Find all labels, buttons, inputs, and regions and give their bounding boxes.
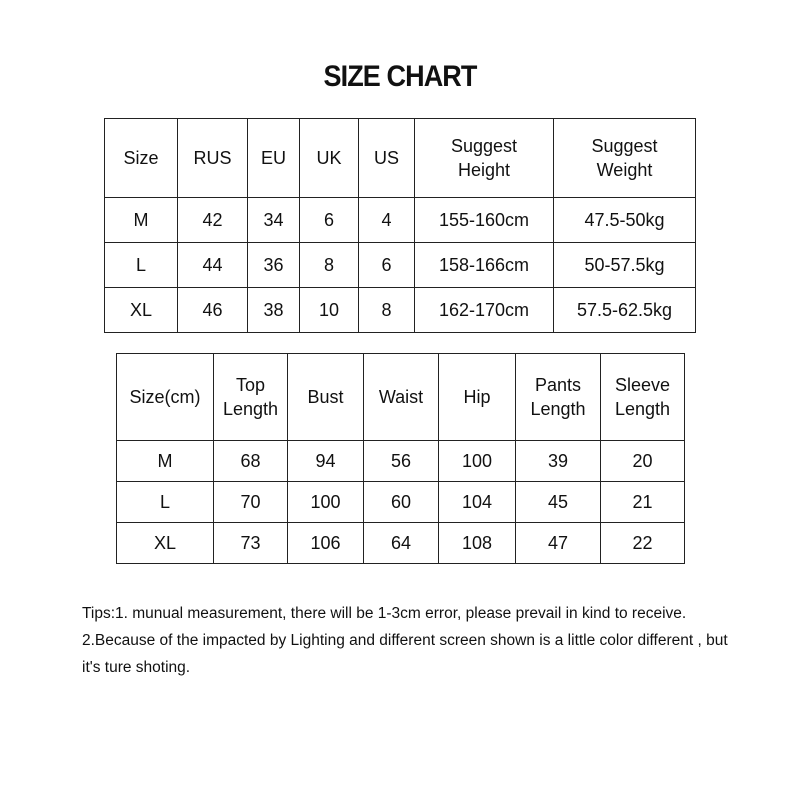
- table-cell: 158-166cm: [415, 243, 554, 288]
- table-cell: 8: [300, 243, 359, 288]
- table-row: [117, 482, 685, 523]
- header-cell: Hip: [439, 354, 516, 441]
- table-cell: 94: [288, 441, 364, 482]
- table-cell: 34: [248, 198, 300, 243]
- table-cell: 108: [439, 523, 516, 564]
- table-cell: 50-57.5kg: [554, 243, 696, 288]
- table-row: [105, 243, 696, 288]
- table-cell: 64: [364, 523, 439, 564]
- table-cell: 100: [439, 441, 516, 482]
- table-cell: 44: [178, 243, 248, 288]
- table-cell: 22: [601, 523, 685, 564]
- table-cell: 46: [178, 288, 248, 333]
- header-cell: US: [359, 119, 415, 198]
- measurement-table: [116, 353, 685, 564]
- header-cell: Suggest Height: [415, 119, 554, 198]
- table-header-row: [105, 119, 696, 198]
- table-cell: 106: [288, 523, 364, 564]
- table-cell: 8: [359, 288, 415, 333]
- header-cell: Sleeve Length: [601, 354, 685, 441]
- table-row: [117, 523, 685, 564]
- table-cell: 162-170cm: [415, 288, 554, 333]
- table-cell: 20: [601, 441, 685, 482]
- header-cell: Bust: [288, 354, 364, 441]
- table-header-row: [117, 354, 685, 441]
- table-cell: XL: [117, 523, 214, 564]
- table-cell: 155-160cm: [415, 198, 554, 243]
- header-cell: EU: [248, 119, 300, 198]
- table-cell: 4: [359, 198, 415, 243]
- table-cell: 70: [214, 482, 288, 523]
- tips-note: [82, 600, 742, 681]
- page-title: SIZE CHART: [323, 60, 477, 93]
- header-cell: Pants Length: [516, 354, 601, 441]
- table-cell: 39: [516, 441, 601, 482]
- header-cell: Waist: [364, 354, 439, 441]
- table-row: [105, 198, 696, 243]
- table-cell: 47: [516, 523, 601, 564]
- table-cell: 56: [364, 441, 439, 482]
- table-cell: L: [105, 243, 178, 288]
- tip-line: 2.Because of the impacted by Lighting and different screen shown is a little color different , but it's ture shoting.: [82, 632, 728, 676]
- header-cell: RUS: [178, 119, 248, 198]
- table-cell: 60: [364, 482, 439, 523]
- table-cell: M: [105, 198, 178, 243]
- header-cell: Top Length: [214, 354, 288, 441]
- header-cell: Size(cm): [117, 354, 214, 441]
- table-cell: 36: [248, 243, 300, 288]
- table-cell: XL: [105, 288, 178, 333]
- table-cell: 100: [288, 482, 364, 523]
- table-cell: 68: [214, 441, 288, 482]
- tip-line: Tips:1. munual measurement, there will be 1-3cm error, please prevail in kind to receive.: [82, 605, 687, 622]
- table-cell: 104: [439, 482, 516, 523]
- header-cell: Suggest Weight: [554, 119, 696, 198]
- table-cell: M: [117, 441, 214, 482]
- table-cell: 73: [214, 523, 288, 564]
- size-conversion-table: [104, 118, 696, 333]
- table-cell: 38: [248, 288, 300, 333]
- table-cell: 21: [601, 482, 685, 523]
- table-row: [105, 288, 696, 333]
- table-cell: 47.5-50kg: [554, 198, 696, 243]
- table-row: [117, 441, 685, 482]
- table-cell: 42: [178, 198, 248, 243]
- header-cell: UK: [300, 119, 359, 198]
- table-cell: 6: [359, 243, 415, 288]
- table-cell: 6: [300, 198, 359, 243]
- table-cell: L: [117, 482, 214, 523]
- header-cell: Size: [105, 119, 178, 198]
- table-cell: 57.5-62.5kg: [554, 288, 696, 333]
- table-cell: 10: [300, 288, 359, 333]
- table-cell: 45: [516, 482, 601, 523]
